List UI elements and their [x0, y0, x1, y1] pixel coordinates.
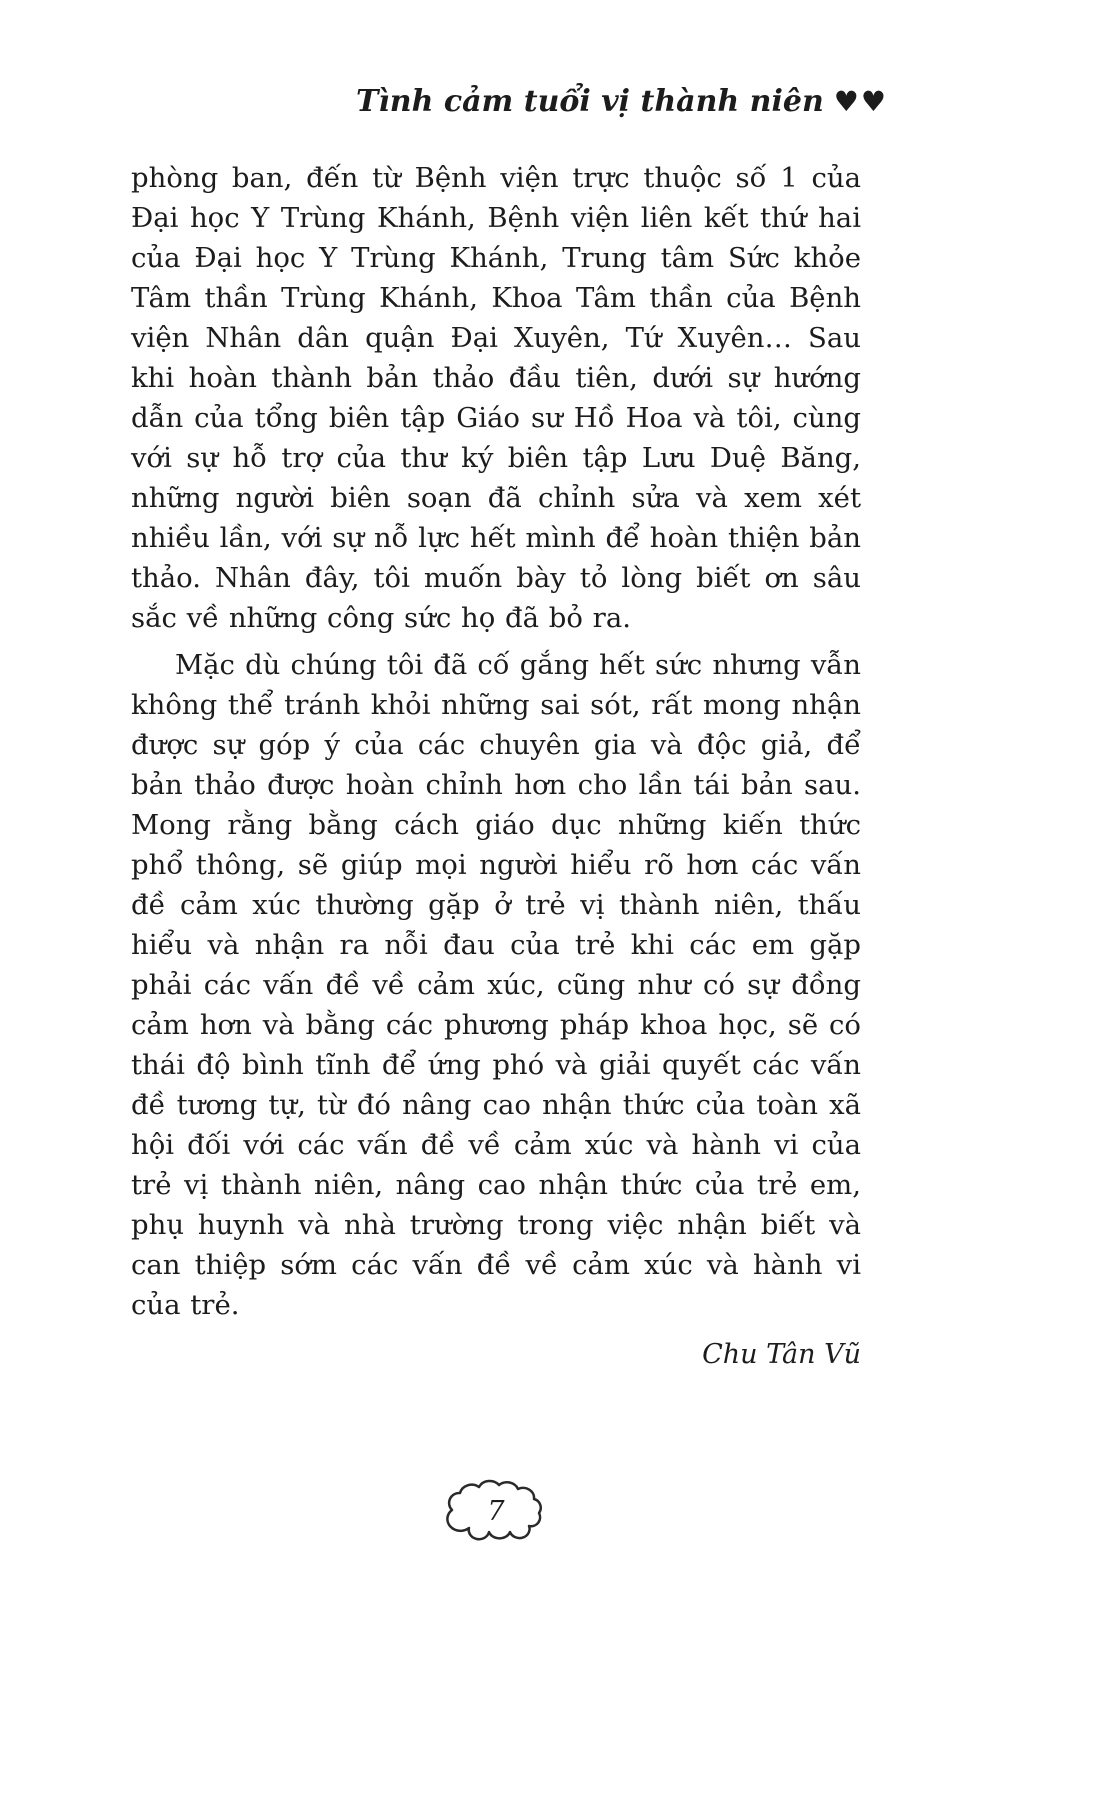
- paragraph: phòng ban, đến từ Bệnh viện trực thuộc số 1 của Đại học Y Trùng Khánh, Bệnh viện liên kết thứ hai của Đại học Y Trùng Khánh, Trung tâm Sức khỏe Tâm thần Trùng Khánh, Khoa Tâm thần của Bệnh viện Nhân dân quận Đại Xuyên, Tứ Xuyên… Sau khi hoàn thành bản thảo đầu tiên, dưới sự hướng dẫn của tổng biên tập Giáo sư Hồ Hoa và tôi, cùng với sự hỗ trợ của thư ký biên tập Lưu Duệ Băng, những người biên soạn đã chỉnh sửa và xem xét nhiều lần, với sự nỗ lực hết mình để hoàn thiện bản thảo. Nhân đây, tôi muốn bày tỏ lòng biết ơn sâu sắc về những công sức họ đã bỏ ra.: [131, 162, 861, 634]
- running-header: [130, 84, 888, 120]
- hearts-icon: ♥♥: [833, 85, 888, 118]
- author-signature: Chu Tân Vũ: [702, 1339, 861, 1370]
- page-number: 7: [487, 1495, 505, 1527]
- page-body: [131, 158, 861, 1375]
- page-footer: [131, 1476, 861, 1542]
- paragraph: Mặc dù chúng tôi đã cố gắng hết sức nhưng vẫn không thể tránh khỏi những sai sót, rất mong nhận được sự góp ý của các chuyên gia và độc giả, để bản thảo được hoàn chỉnh hơn cho lần tái bản sau. Mong rằng bằng cách giáo dục những kiến thức phổ thông, sẽ giúp mọi người hiểu rõ hơn các vấn đề cảm xúc thường gặp ở trẻ vị thành niên, thấu hiểu và nhận ra nỗi đau của trẻ khi các em gặp phải các vấn đề về cảm xúc, cũng như có sự đồng cảm hơn và bằng các phương pháp khoa học, sẽ có thái độ bình tĩnh để ứng phó và giải quyết các vấn đề tương tự, từ đó nâng cao nhận thức của toàn xã hội đối với các vấn đề về cảm xúc và hành vi của trẻ vị thành niên, nâng cao nhận thức của trẻ em, phụ huynh và nhà trường trong việc nhận biết và can thiệp sớm các vấn đề về cảm xúc và hành vi của trẻ.: [131, 649, 861, 1321]
- running-header-title: Tình cảm tuổi vị thành niên: [356, 84, 824, 119]
- cloud-page-number-ornament: [438, 1476, 554, 1542]
